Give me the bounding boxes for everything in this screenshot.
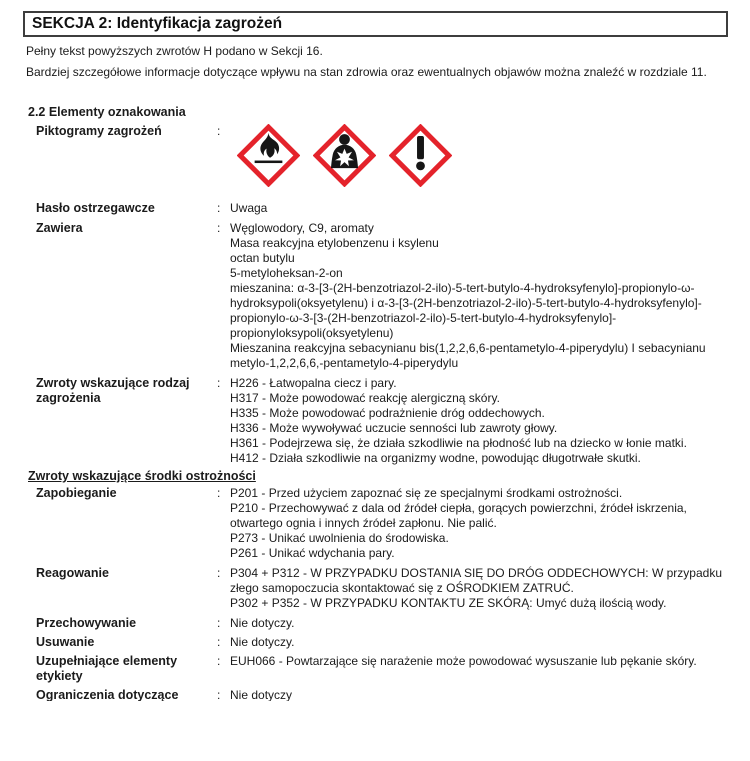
hazard-statement: H317 - Może powodować reakcję alergiczną skóry. bbox=[230, 391, 500, 405]
intro-line-1: Pełny tekst powyższych zwrotów H podano w Sekcji 16. bbox=[26, 44, 323, 58]
hazard-pictograms-row bbox=[0, 124, 750, 187]
precaution-statement: P261 - Unikać wdychania pary. bbox=[230, 546, 395, 560]
precaution-statement: P302 + P352 - W PRZYPADKU KONTAKTU ZE SKÓRĄ: Umyć dużą ilością wody. bbox=[230, 596, 667, 610]
section-title: SEKCJA 2: Identyfikacja zagrożeń bbox=[32, 15, 283, 32]
prevention-row bbox=[0, 486, 750, 561]
storage-row bbox=[0, 616, 750, 631]
hazard-statements-label: Zwroty wskazujące rodzaj zagrożenia bbox=[36, 376, 190, 405]
restrictions-value: Nie dotyczy bbox=[230, 688, 293, 701]
restrictions-row bbox=[0, 688, 750, 701]
hazard-statement: H412 - Działa szkodliwie na organizmy wodne, powodując długotrwałe skutki. bbox=[230, 451, 641, 465]
supplemental-row bbox=[0, 654, 750, 684]
sds-page bbox=[0, 11, 750, 701]
colon: : bbox=[217, 654, 221, 668]
supplemental-label: Uzupełniające elementy etykiety bbox=[36, 654, 178, 683]
colon: : bbox=[217, 376, 221, 390]
colon: : bbox=[217, 616, 221, 630]
signal-word-row bbox=[0, 201, 750, 216]
contains-item: Masa reakcyjna etylobenzenu i ksylenu bbox=[230, 236, 439, 250]
ghs02-flame-icon bbox=[237, 124, 300, 187]
contains-item: Węglowodory, C9, aromaty bbox=[230, 221, 374, 235]
hazard-statements-row bbox=[0, 376, 750, 466]
section-header bbox=[23, 11, 728, 37]
disposal-row bbox=[0, 635, 750, 650]
colon: : bbox=[217, 635, 221, 649]
signal-word-value: Uwaga bbox=[230, 201, 268, 215]
prevention-label: Zapobieganie bbox=[36, 486, 117, 500]
contains-item: 5-metyloheksan-2-on bbox=[230, 266, 343, 280]
subsection-title: 2.2 Elementy oznakowania bbox=[28, 105, 186, 119]
restrictions-clip bbox=[0, 688, 750, 701]
contains-label: Zawiera bbox=[36, 221, 83, 235]
colon: : bbox=[217, 124, 221, 138]
colon: : bbox=[217, 486, 221, 500]
response-list bbox=[230, 566, 727, 611]
precaution-heading: Zwroty wskazujące środki ostrożności bbox=[28, 469, 256, 483]
hazard-statement: H336 - Może wywoływać uczucie senności lub zawroty głowy. bbox=[230, 421, 558, 435]
colon: : bbox=[217, 221, 221, 235]
contains-item: octan butylu bbox=[230, 251, 295, 265]
pictograms-label: Piktogramy zagrożeń bbox=[36, 124, 162, 138]
signal-word-label: Hasło ostrzegawcze bbox=[36, 201, 155, 215]
contains-row bbox=[0, 221, 750, 371]
restrictions-label: Ograniczenia dotyczące bbox=[36, 688, 179, 701]
contains-item: mieszanina: α-3-[3-(2H-benzotriazol-2-ilo)-5-tert-butylo-4-hydroksyfenylo]-propionylo-ω-hydroksypoli(oksyetylenu) i α-3-[3-(2H-benzotriazol-2-ilo)-5-tert-butylo-4-hydroksyfenylo]-propionylo-ω-3-[3-(2H-benzotriazol-2-ilo)-5-tert-butylo-4-hydroksyfenylo]-propionyloksypoli(oksyetylenu) bbox=[230, 281, 702, 340]
contains-list bbox=[230, 221, 727, 371]
prevention-list bbox=[230, 486, 727, 561]
precaution-statement: P273 - Unikać uwolnienia do środowiska. bbox=[230, 531, 449, 545]
hazard-statement: H226 - Łatwopalna ciecz i pary. bbox=[230, 376, 397, 390]
pictograms-group bbox=[230, 124, 727, 187]
disposal-label: Usuwanie bbox=[36, 635, 95, 649]
contains-item: Mieszanina reakcyjna sebacynianu bis(1,2,2,6,6-pentametylo-4-piperydylu) I sebacynianu metylo-1,2,2,6,6,-pentametylo-4-piperydylu bbox=[230, 341, 706, 370]
storage-value: Nie dotyczy. bbox=[230, 616, 295, 630]
supplemental-value: EUH066 - Powtarzające się narażenie może powodować wysuszanie lub pękanie skóry. bbox=[230, 654, 697, 668]
disposal-value: Nie dotyczy. bbox=[230, 635, 295, 649]
intro-paragraphs bbox=[26, 44, 726, 80]
precaution-statement: P304 + P312 - W PRZYPADKU DOSTANIA SIĘ DO DRÓG ODDECHOWYCH: W przypadku złego samopoczucia skontaktować się z OŚRODKIEM ZATRUĆ. bbox=[230, 566, 722, 595]
hazard-statements-list bbox=[230, 376, 727, 466]
hazard-statement: H361 - Podejrzewa się, że działa szkodliwie na płodność lub na dziecko w łonie matki. bbox=[230, 436, 687, 450]
ghs07-exclamation-icon bbox=[389, 124, 452, 187]
colon: : bbox=[217, 566, 221, 580]
colon: : bbox=[217, 688, 221, 701]
intro-line-2: Bardziej szczegółowe informacje dotyczące wpływu na stan zdrowia oraz ewentualnych objawów można znaleźć w rozdziale 11. bbox=[26, 65, 707, 79]
precaution-statement: P210 - Przechowywać z dala od źródeł ciepła, gorących powierzchni, źródeł iskrzenia, otwartego ognia i innych źródeł zapłonu. Nie palić. bbox=[230, 501, 687, 530]
response-label: Reagowanie bbox=[36, 566, 109, 580]
colon: : bbox=[217, 201, 221, 215]
response-row bbox=[0, 566, 750, 611]
precaution-statement: P201 - Przed użyciem zapoznać się ze specjalnymi środkami ostrożności. bbox=[230, 486, 623, 500]
ghs08-health-hazard-icon bbox=[313, 124, 376, 187]
hazard-statement: H335 - Może powodować podrażnienie dróg oddechowych. bbox=[230, 406, 545, 420]
storage-label: Przechowywanie bbox=[36, 616, 137, 630]
